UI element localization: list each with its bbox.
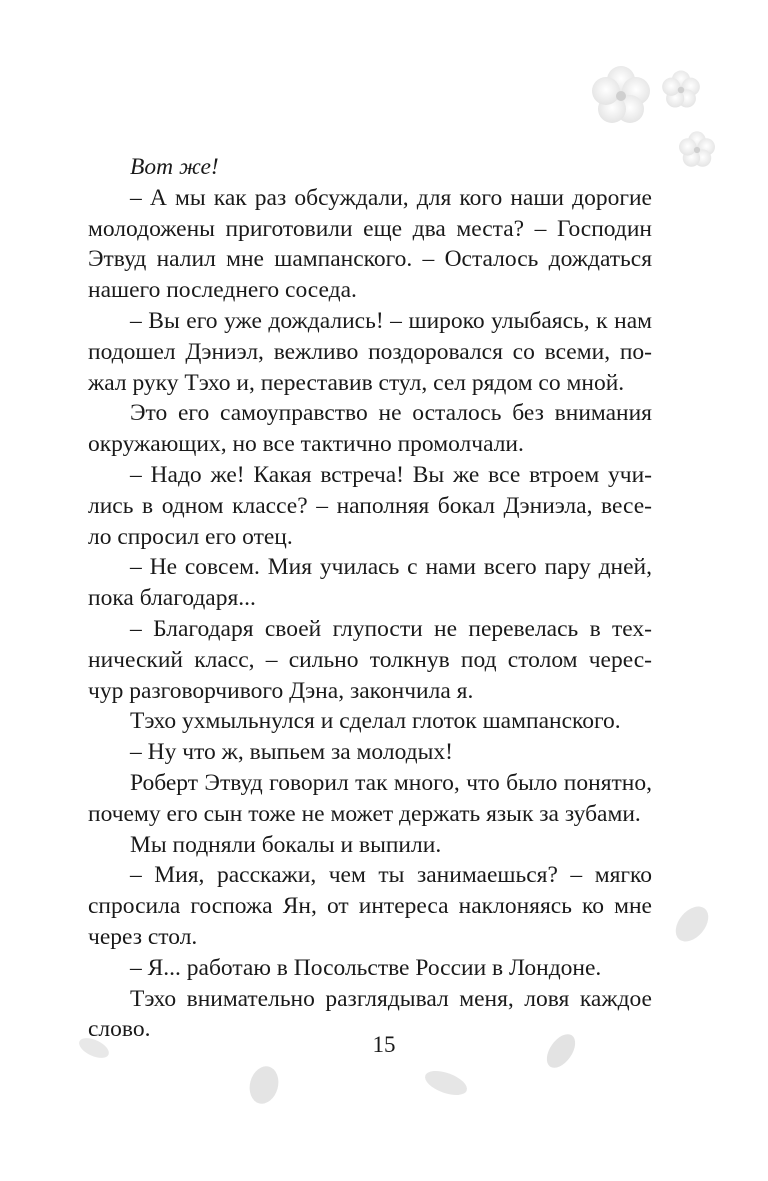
text-line: – А мы как раз обсуждали, для кого наши дорогие [130,184,652,211]
text-line: Этвуд налил мне шампанского. – Осталось дождаться [88,246,652,273]
petal-icon [668,900,716,948]
text-line: спросила госпожа Ян, от интереса наклоняясь ко мне [88,893,652,920]
text-line: – Я... работаю в Посольстве России в Лондоне. [130,954,602,981]
text-line: окружающих, но все тактично промолчали. [88,431,524,458]
text-line: молодожены приготовили еще два места? – Господин [88,215,652,242]
text-line: чур разговорчивого Дэна, закончила я. [88,677,474,704]
flower-icon [679,131,715,166]
page-number: 15 [372,1032,396,1057]
text-line: Мы подняли бокалы и выпили. [130,831,442,858]
text-line: нический класс, – сильно толкнув под столом черес- [88,646,652,673]
text-line: – Мия, расскажи, чем ты занимаешься? – мягко [130,862,652,889]
text-line: Вот же! [130,154,219,180]
flower-icon [662,71,700,108]
petal-icon [538,1028,584,1074]
text-line: Тэхо ухмыльнулся и сделал глоток шампанского. [130,708,621,735]
text-line: подошел Дэниэл, вежливо поздоровался со всеми, по- [88,338,652,365]
petal-icon [420,1066,472,1100]
text-line: Это его самоуправство не осталось без внимания [130,400,652,427]
text-line: – Благодаря своей глупости не перевелась в тех- [130,615,652,642]
text-line: почему его сын тоже не может держать язык за зубами. [88,800,641,827]
text-line: пока благодаря... [88,585,256,612]
text-line: – Ну что ж, выпьем за молодых! [130,739,453,766]
text-line: лись в одном классе? – наполняя бокал Дэниэла, весе- [88,492,652,519]
text-line: – Вы его уже дождались! – широко улыбаясь, к нам [130,307,652,334]
text-line: – Надо же! Какая встреча! Вы же все втроем учи- [130,461,652,488]
petal-icon [244,1062,284,1108]
text-line: жал руку Тэхо и, переставив стул, сел рядом со мной. [88,369,625,396]
text-line: Тэхо внимательно разглядывал меня, ловя каждое [130,985,652,1012]
text-line: слово. [88,1016,151,1043]
text-line: нашего последнего соседа. [88,277,357,304]
flower-icon [592,66,650,123]
text-line: ло спросил его отец. [88,523,293,550]
text-line: – Не совсем. Мия училась с нами всего пару дней, [130,554,652,581]
petal-icon [74,1032,114,1064]
text-line: через стол. [88,923,198,950]
body-text [88,152,652,1045]
text-line: Роберт Этвуд говорил так много, что было понятно, [130,769,652,796]
